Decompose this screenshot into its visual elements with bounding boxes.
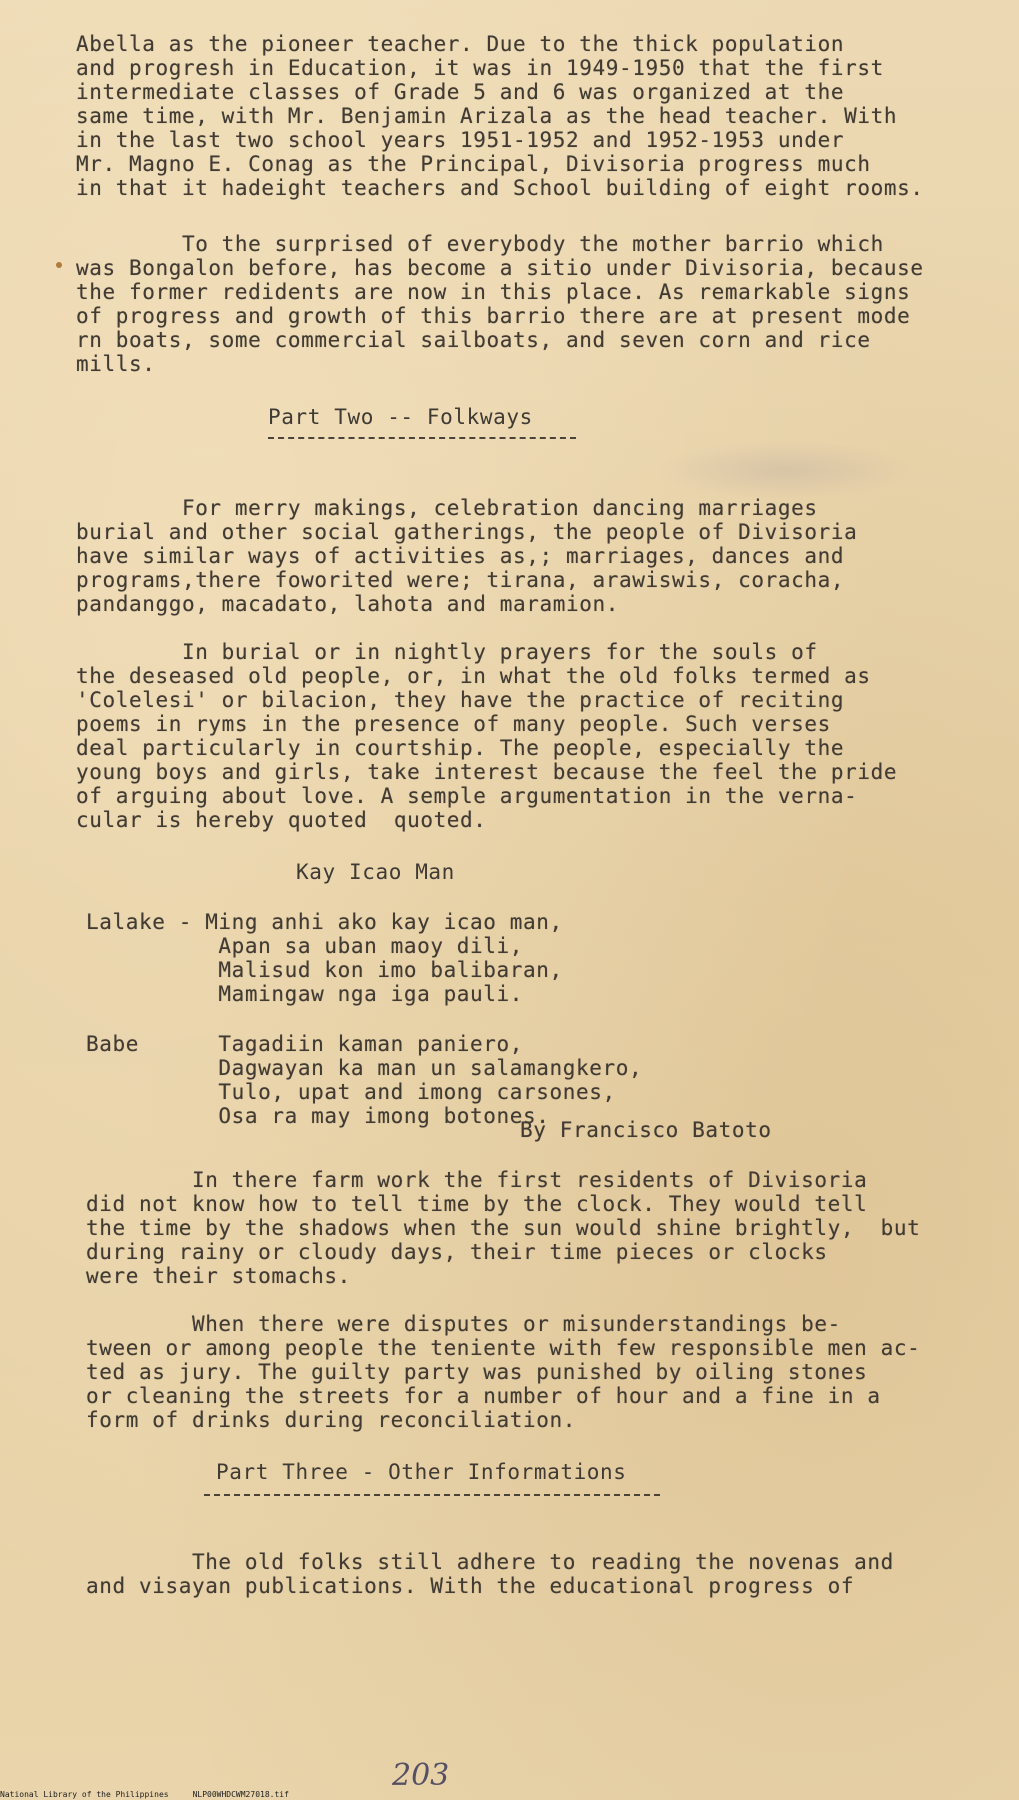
text-line: Mr. Magno E. Conag as the Principal, Divisoria progress much bbox=[76, 152, 871, 176]
poem-line: Tulo, upat and imong carsones, bbox=[86, 1080, 616, 1104]
text-line: programs,there foworited were; tirana, arawiswis, coracha, bbox=[76, 568, 845, 592]
text-line: during rainy or cloudy days, their time pieces or clocks bbox=[86, 1240, 828, 1264]
text-line: form of drinks during reconciliation. bbox=[86, 1408, 576, 1432]
text-line: poems in ryms in the presence of many people. Such verses bbox=[76, 712, 831, 736]
text-line: and progresh in Education, it was in 1949-1950 that the first bbox=[76, 56, 884, 80]
text-line: the former redidents are now in this place. As remarkable signs bbox=[76, 280, 911, 304]
poem-title: Kay Icao Man bbox=[296, 860, 455, 884]
text-line: Abella as the pioneer teacher. Due to the thick population bbox=[76, 32, 845, 56]
page-number: 203 bbox=[392, 1758, 450, 1793]
text-line: in that it hadeight teachers and School building of eight rooms. bbox=[76, 176, 924, 200]
text-line: of arguing about love. A semple argumentation in the verna- bbox=[76, 784, 858, 808]
text-line: tween or among people the teniente with few responsible men ac- bbox=[86, 1336, 921, 1360]
text-line: and visayan publications. With the educational progress of bbox=[86, 1574, 855, 1598]
text-line: of progress and growth of this barrio there are at present mode bbox=[76, 304, 911, 328]
text-line: burial and other social gatherings, the people of Divisoria bbox=[76, 520, 858, 544]
poem-line: Lalake - Ming anhi ako kay icao man, bbox=[86, 910, 563, 934]
text-line: the deseased old people, or, in what the old folks termed as bbox=[76, 664, 871, 688]
text-line: did not know how to tell time by the clock. They would tell bbox=[86, 1192, 868, 1216]
text-line: The old folks still adhere to reading the novenas and bbox=[86, 1550, 894, 1574]
text-line: When there were disputes or misunderstandings be- bbox=[86, 1312, 841, 1336]
scan-footer bbox=[0, 1790, 313, 1799]
text-line: deal particularly in courtship. The people, especially the bbox=[76, 736, 845, 760]
text-line: have similar ways of activities as,; marriages, dances and bbox=[76, 544, 845, 568]
text-line: the time by the shadows when the sun would shine brightly, but bbox=[86, 1216, 921, 1240]
margin-mark bbox=[56, 262, 62, 268]
poem-line: Malisud kon imo balibaran, bbox=[86, 958, 563, 982]
poem-line: Mamingaw nga iga pauli. bbox=[86, 982, 524, 1006]
text-line: was Bongalon before, has become a sitio under Divisoria, because bbox=[76, 256, 924, 280]
text-line: rn boats, some commercial sailboats, and seven corn and rice bbox=[76, 328, 871, 352]
text-line: mills. bbox=[76, 352, 156, 376]
heading-underline bbox=[204, 1494, 660, 1496]
text-line: To the surprised of everybody the mother barrio which bbox=[76, 232, 884, 256]
text-line: In burial or in nightly prayers for the souls of bbox=[76, 640, 818, 664]
library-name: National Library of the Philippines bbox=[0, 1790, 169, 1799]
text-line: cular is hereby quoted quoted. bbox=[76, 808, 487, 832]
poem-line: Babe Tagadiin kaman paniero, bbox=[86, 1032, 524, 1056]
text-line: intermediate classes of Grade 5 and 6 was organized at the bbox=[76, 80, 845, 104]
poem-author: By Francisco Batoto bbox=[520, 1118, 772, 1142]
text-line: For merry makings, celebration dancing marriages bbox=[76, 496, 818, 520]
text-line: In there farm work the first residents of Divisoria bbox=[86, 1168, 868, 1192]
text-line: were their stomachs. bbox=[86, 1264, 351, 1288]
file-id: NLP00WHDCWM27018.tif bbox=[192, 1790, 289, 1799]
text-line: in the last two school years 1951-1952 and 1952-1953 under bbox=[76, 128, 845, 152]
text-line: same time, with Mr. Benjamin Arizala as the head teacher. With bbox=[76, 104, 898, 128]
text-line: 'Colelesi' or bilacion, they have the practice of reciting bbox=[76, 688, 845, 712]
section-heading-part-two: Part Two -- Folkways bbox=[268, 405, 533, 429]
section-heading-part-three: Part Three - Other Informations bbox=[216, 1460, 627, 1484]
poem-line: Dagwayan ka man un salamangkero, bbox=[86, 1056, 643, 1080]
text-line: or cleaning the streets for a number of hour and a fine in a bbox=[86, 1384, 881, 1408]
faded-signature-stamp bbox=[655, 440, 915, 500]
text-line: young boys and girls, take interest because the feel the pride bbox=[76, 760, 898, 784]
heading-underline bbox=[268, 437, 576, 439]
text-line: pandanggo, macadato, lahota and maramion. bbox=[76, 592, 619, 616]
poem-line: Apan sa uban maoy dili, bbox=[86, 934, 524, 958]
text-line: ted as jury. The guilty party was punished by oiling stones bbox=[86, 1360, 868, 1384]
poem-line: Osa ra may imong botones. bbox=[86, 1104, 550, 1128]
